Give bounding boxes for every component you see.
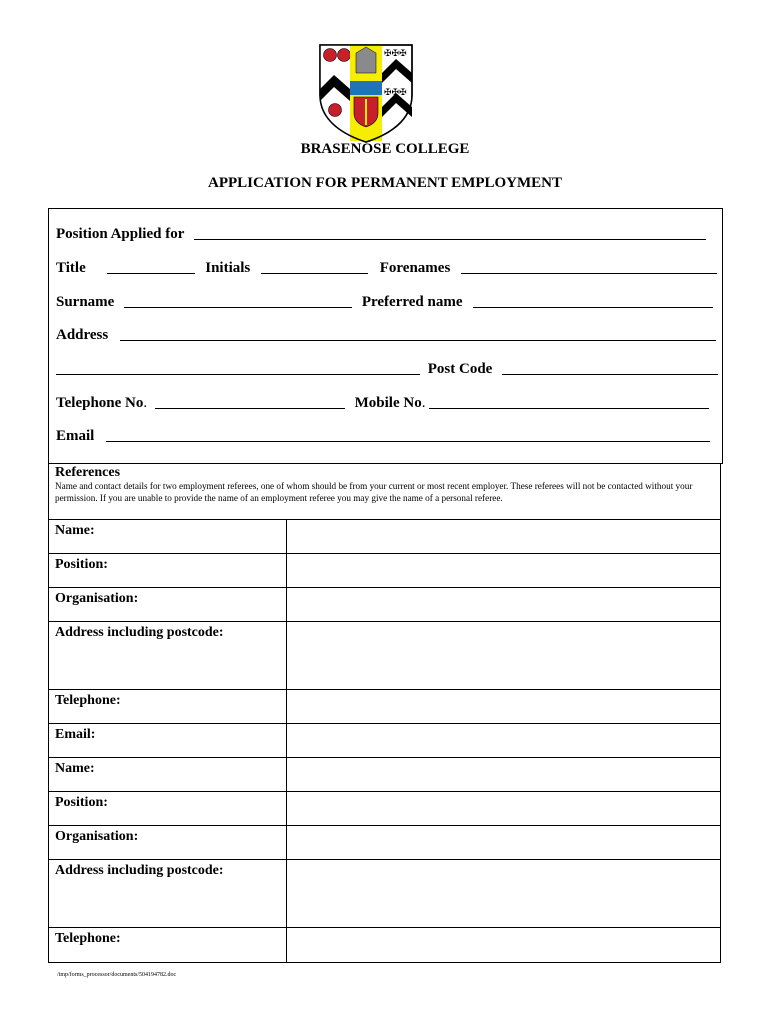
title-label: Title	[56, 260, 86, 276]
document-path: /tmp/forms_processor/documents/504194782.doc	[57, 972, 177, 978]
reference-row-label: Position:	[49, 554, 287, 587]
postcode-row	[56, 360, 764, 380]
reference-row	[49, 826, 720, 860]
reference-row-label: Telephone:	[49, 690, 287, 723]
reference-row	[49, 520, 720, 554]
reference-row-label: Address including postcode:	[49, 622, 287, 689]
title-field[interactable]	[107, 259, 195, 274]
surname-field[interactable]	[124, 293, 352, 308]
reference-row	[49, 622, 720, 690]
reference-row-value-field[interactable]	[287, 792, 720, 825]
reference-row-label: Position:	[49, 792, 287, 825]
reference-row-value-field[interactable]	[287, 520, 720, 553]
initials-label: Initials	[205, 260, 251, 276]
reference-row-value-field[interactable]	[287, 588, 720, 621]
reference-row-value-field[interactable]	[287, 928, 720, 962]
forenames-field[interactable]	[461, 259, 717, 274]
address-field-line-1[interactable]	[120, 326, 716, 341]
telephone-period: .	[143, 395, 148, 411]
position-field[interactable]	[194, 225, 706, 240]
college-name: BRASENOSE COLLEGE	[300, 141, 470, 157]
telephone-label: Telephone No	[56, 395, 144, 411]
references-table	[48, 463, 721, 963]
svg-text:✠✠✠: ✠✠✠	[384, 88, 407, 98]
reference-row-label: Name:	[49, 758, 287, 791]
reference-row-value-field[interactable]	[287, 826, 720, 859]
reference-row-label: Organisation:	[49, 826, 287, 859]
email-field[interactable]	[106, 427, 710, 442]
mobile-label: Mobile No	[354, 395, 422, 411]
address-row	[56, 326, 764, 346]
reference-row	[49, 758, 720, 792]
reference-row	[49, 928, 720, 962]
surname-label: Surname	[56, 294, 115, 310]
reference-row-label: Telephone:	[49, 928, 287, 962]
telephone-field[interactable]	[155, 394, 345, 409]
references-instructions: Name and contact details for two employment referees, one of whom should be from your current or most recent employer. These referees will not be contacted without your permission. If you are unable to provide the name of an employment referee you may give the name of a personal referee.	[55, 481, 693, 503]
reference-row-value-field[interactable]	[287, 860, 720, 927]
reference-row	[49, 690, 720, 724]
reference-row-label: Organisation:	[49, 588, 287, 621]
email-row	[56, 427, 764, 447]
reference-row-value-field[interactable]	[287, 690, 720, 723]
reference-row	[49, 554, 720, 588]
reference-row-value-field[interactable]	[287, 758, 720, 791]
address-label: Address	[56, 327, 109, 343]
initials-field[interactable]	[261, 259, 368, 274]
form-title: APPLICATION FOR PERMANENT EMPLOYMENT	[207, 175, 563, 191]
position-label: Position Applied for	[56, 226, 185, 242]
surname-row	[56, 293, 764, 313]
address-field-line-2[interactable]	[56, 360, 420, 375]
preferred-name-label: Preferred name	[361, 294, 463, 310]
mobile-field[interactable]	[429, 394, 709, 409]
post-code-field[interactable]	[502, 360, 718, 375]
reference-row-value-field[interactable]	[287, 622, 720, 689]
phone-row	[56, 394, 764, 414]
name-row	[56, 259, 764, 279]
reference-row-label: Email:	[49, 724, 287, 757]
position-row	[56, 225, 764, 245]
post-code-label: Post Code	[427, 361, 493, 377]
reference-row-value-field[interactable]	[287, 554, 720, 587]
reference-row	[49, 588, 720, 622]
forenames-label: Forenames	[379, 260, 451, 276]
college-crest-icon	[318, 43, 414, 143]
references-heading: References	[55, 465, 121, 480]
reference-row-value-field[interactable]	[287, 724, 720, 757]
email-label: Email	[56, 428, 95, 444]
svg-text:✠✠✠: ✠✠✠	[384, 49, 407, 59]
preferred-name-field[interactable]	[473, 293, 713, 308]
reference-row	[49, 860, 720, 928]
reference-row-label: Address including postcode:	[49, 860, 287, 927]
reference-row	[49, 724, 720, 758]
reference-row-label: Name:	[49, 520, 287, 553]
mobile-period: .	[421, 395, 426, 411]
reference-row	[49, 792, 720, 826]
references-header	[49, 464, 720, 520]
